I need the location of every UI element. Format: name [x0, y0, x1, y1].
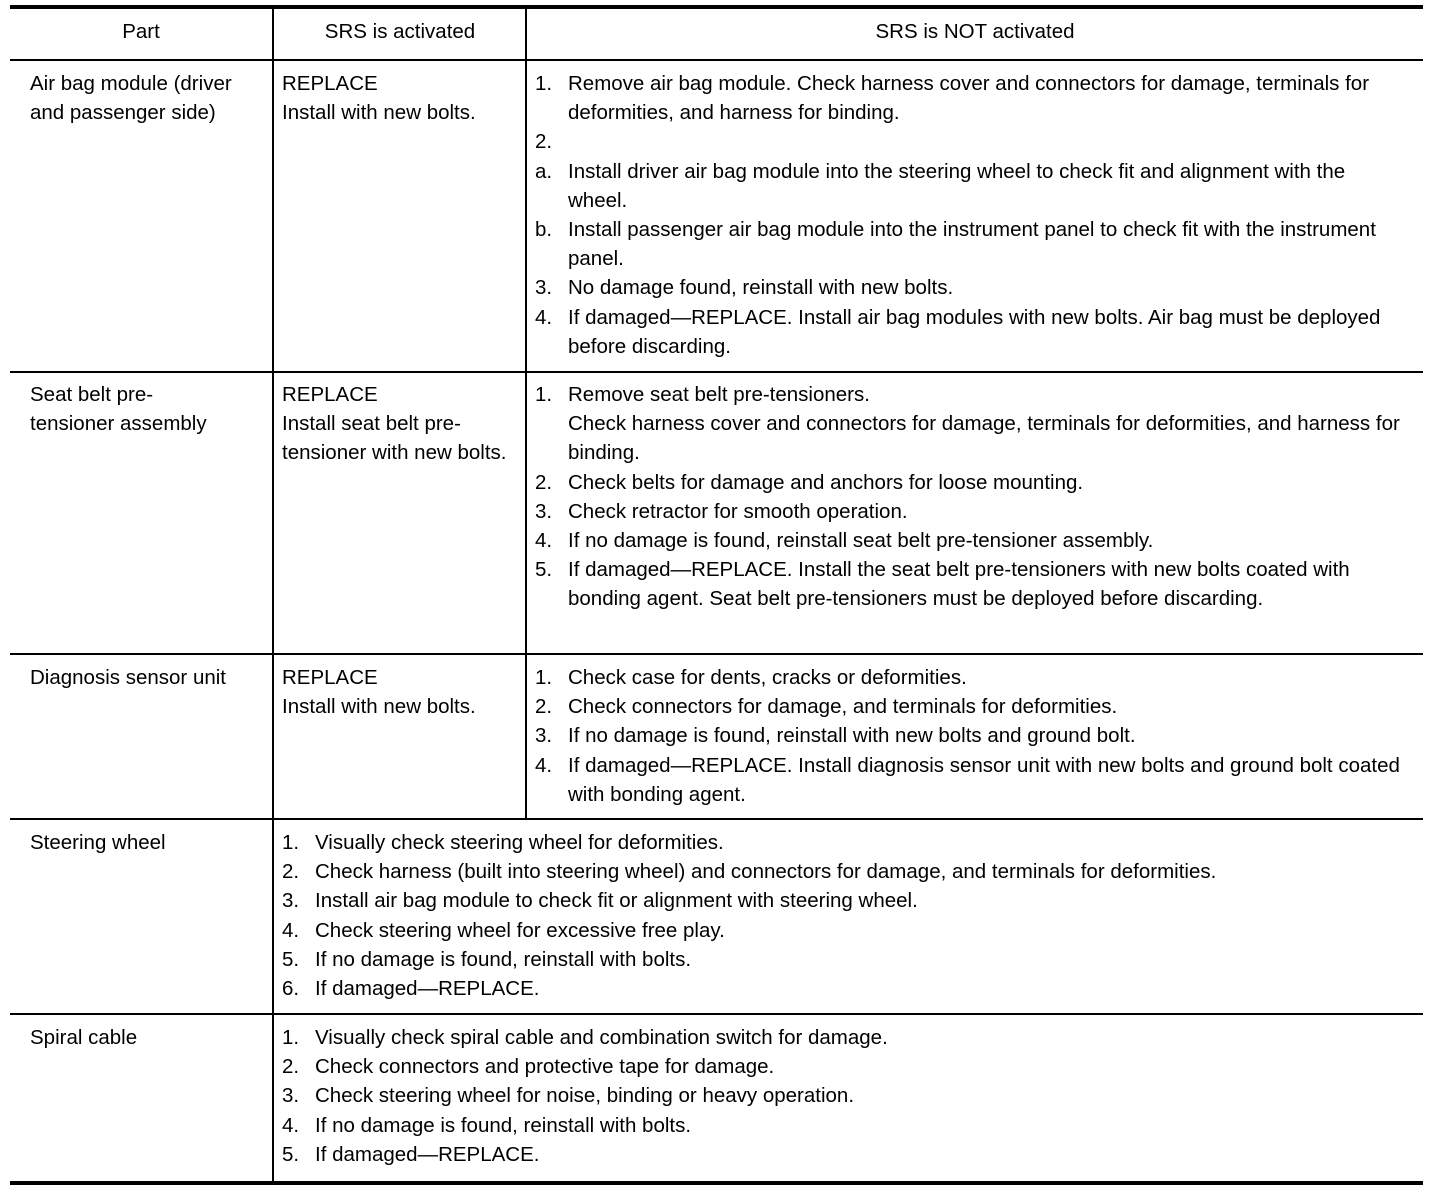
- part-cell: Diagnosis sensor unit: [30, 666, 226, 689]
- header-srs-not-activated: SRS is NOT activated: [875, 20, 1075, 43]
- activated-line: REPLACE: [282, 72, 378, 95]
- activated-cell: [282, 380, 507, 468]
- step-item: [282, 1140, 1417, 1169]
- step-item: [282, 1052, 1417, 1081]
- step-marker: 2.: [535, 695, 553, 719]
- row-divider: [10, 653, 1423, 655]
- step-item: [535, 721, 1401, 750]
- part-cell: Air bag module (driver and passenger side): [30, 72, 232, 125]
- activated-line: Install with new bolts.: [282, 101, 476, 125]
- step-text: Visually check steering wheel for deformities.: [315, 831, 724, 854]
- step-text: Check steering wheel for noise, binding or heavy operation.: [315, 1084, 855, 1108]
- step-marker: b.: [535, 218, 553, 242]
- step-text: Check belts for damage and anchors for loose mounting.: [568, 470, 1084, 494]
- step-text: Check harness cover and connectors for damage, terminals for deformities, and harness for binding.: [568, 412, 1400, 465]
- step-item: [282, 886, 1417, 915]
- step-marker: a.: [535, 159, 553, 183]
- step-item: [535, 526, 1401, 555]
- step-marker: 5.: [535, 558, 553, 582]
- step-text: Install air bag module to check fit or alignment with steering wheel.: [315, 889, 918, 913]
- step-text: Remove seat belt pre-tensioners.: [568, 383, 870, 406]
- step-item: [282, 857, 1417, 886]
- step-marker: 2.: [282, 1055, 300, 1079]
- step-marker: 3.: [535, 499, 553, 523]
- step-text: If damaged—REPLACE.: [315, 977, 540, 1001]
- step-item: [282, 916, 1417, 945]
- step-item: [535, 409, 1401, 467]
- step-item: [535, 751, 1401, 809]
- step-marker: 5.: [282, 947, 300, 971]
- step-item: [282, 1023, 1417, 1052]
- step-marker: 3.: [282, 889, 300, 913]
- step-text: Install passenger air bag module into the instrument panel to check fit with the instrument panel.: [568, 218, 1376, 271]
- step-text: If no damage is found, reinstall with new bolts and ground bolt.: [568, 724, 1136, 748]
- step-item: [535, 273, 1401, 302]
- step-text: Check connectors for damage, and terminals for deformities.: [568, 695, 1118, 719]
- column-divider: [272, 9, 274, 1181]
- part-cell: Seat belt pre-tensioner assembly: [30, 383, 207, 436]
- merged-steps-cell: [282, 1023, 1417, 1169]
- row-divider: [10, 371, 1423, 373]
- step-text: Check retractor for smooth operation.: [568, 499, 908, 523]
- step-item: [535, 69, 1401, 127]
- step-marker: 5.: [282, 1142, 300, 1166]
- step-marker: 1.: [535, 72, 553, 95]
- step-item: [535, 380, 1401, 409]
- step-text: No damage found, reinstall with new bolts.: [568, 276, 954, 300]
- step-marker: 1.: [282, 831, 300, 854]
- step-marker: 3.: [535, 724, 553, 748]
- step-marker: 1.: [535, 383, 553, 406]
- not-activated-cell: [535, 380, 1401, 614]
- step-marker: 3.: [535, 276, 553, 300]
- activated-cell: [282, 69, 520, 127]
- step-text: If damaged—REPLACE.: [315, 1142, 540, 1166]
- activated-line: REPLACE: [282, 666, 378, 689]
- step-text: If damaged—REPLACE. Install diagnosis sensor unit with new bolts and ground bolt coated with bonding agent.: [568, 753, 1400, 806]
- step-text: Check case for dents, cracks or deformities.: [568, 666, 967, 689]
- step-item: [535, 663, 1401, 692]
- step-item: [282, 1081, 1417, 1110]
- activated-line: REPLACE: [282, 383, 378, 406]
- step-item: [535, 555, 1401, 613]
- step-text: Check connectors and protective tape for damage.: [315, 1055, 775, 1079]
- step-item: [282, 828, 1417, 857]
- step-marker: 1.: [535, 666, 553, 689]
- step-item: [535, 215, 1401, 273]
- step-text: If damaged—REPLACE. Install the seat belt pre-tensioners with new bolts coated with bonding agent. Seat belt pre-tensioners must be deployed before discarding.: [568, 558, 1350, 611]
- step-text: Visually check spiral cable and combination switch for damage.: [315, 1026, 888, 1049]
- step-item: [535, 127, 1401, 156]
- step-text: Install driver air bag module into the steering wheel to check fit and alignment with the wheel.: [568, 159, 1346, 212]
- step-text: If no damage is found, reinstall seat belt pre-tensioner assembly.: [568, 529, 1154, 553]
- merged-steps-cell: [282, 828, 1417, 1003]
- step-marker: 2.: [535, 470, 553, 494]
- row-divider: [10, 818, 1423, 820]
- step-marker: 4.: [282, 918, 300, 942]
- srs-inspection-table: [10, 5, 1423, 1185]
- step-marker: 6.: [282, 977, 300, 1001]
- step-marker: 4.: [535, 305, 553, 329]
- step-marker: 2.: [282, 860, 300, 884]
- header-divider: [10, 59, 1423, 61]
- step-text: If no damage is found, reinstall with bolts.: [315, 1113, 692, 1137]
- step-text: Check steering wheel for excessive free play.: [315, 918, 725, 942]
- step-item: [535, 157, 1401, 215]
- step-item: [535, 497, 1401, 526]
- step-marker: 3.: [282, 1084, 300, 1108]
- activated-line: Install seat belt pre-tensioner with new bolts.: [282, 412, 507, 465]
- step-text: Check harness (built into steering wheel) and connectors for damage, and terminals for deformities.: [315, 860, 1217, 884]
- column-divider: [525, 9, 527, 820]
- step-marker: 4.: [535, 529, 553, 553]
- step-text: [568, 127, 1401, 156]
- row-divider: [10, 1013, 1423, 1015]
- step-marker: 2.: [535, 130, 553, 154]
- part-cell: Spiral cable: [30, 1026, 138, 1049]
- step-item: [282, 974, 1417, 1003]
- step-item: [282, 945, 1417, 974]
- step-marker: 1.: [282, 1026, 300, 1049]
- step-item: [535, 303, 1401, 361]
- not-activated-cell: [535, 69, 1401, 361]
- step-item: [282, 1111, 1417, 1140]
- not-activated-cell: [535, 663, 1401, 809]
- step-marker: 4.: [282, 1113, 300, 1137]
- header-srs-activated: SRS is activated: [324, 20, 476, 43]
- activated-line: Install with new bolts.: [282, 695, 476, 719]
- header-part: Part: [122, 20, 160, 43]
- step-text: If damaged—REPLACE. Install air bag modules with new bolts. Air bag must be deployed before discarding.: [568, 305, 1381, 358]
- step-text: If no damage is found, reinstall with bolts.: [315, 947, 692, 971]
- step-item: [535, 692, 1401, 721]
- step-text: Remove air bag module. Check harness cover and connectors for damage, terminals for deformities, and harness for binding.: [568, 72, 1370, 125]
- step-marker: 4.: [535, 753, 553, 777]
- activated-cell: [282, 663, 520, 721]
- step-item: [535, 468, 1401, 497]
- part-cell: Steering wheel: [30, 831, 166, 854]
